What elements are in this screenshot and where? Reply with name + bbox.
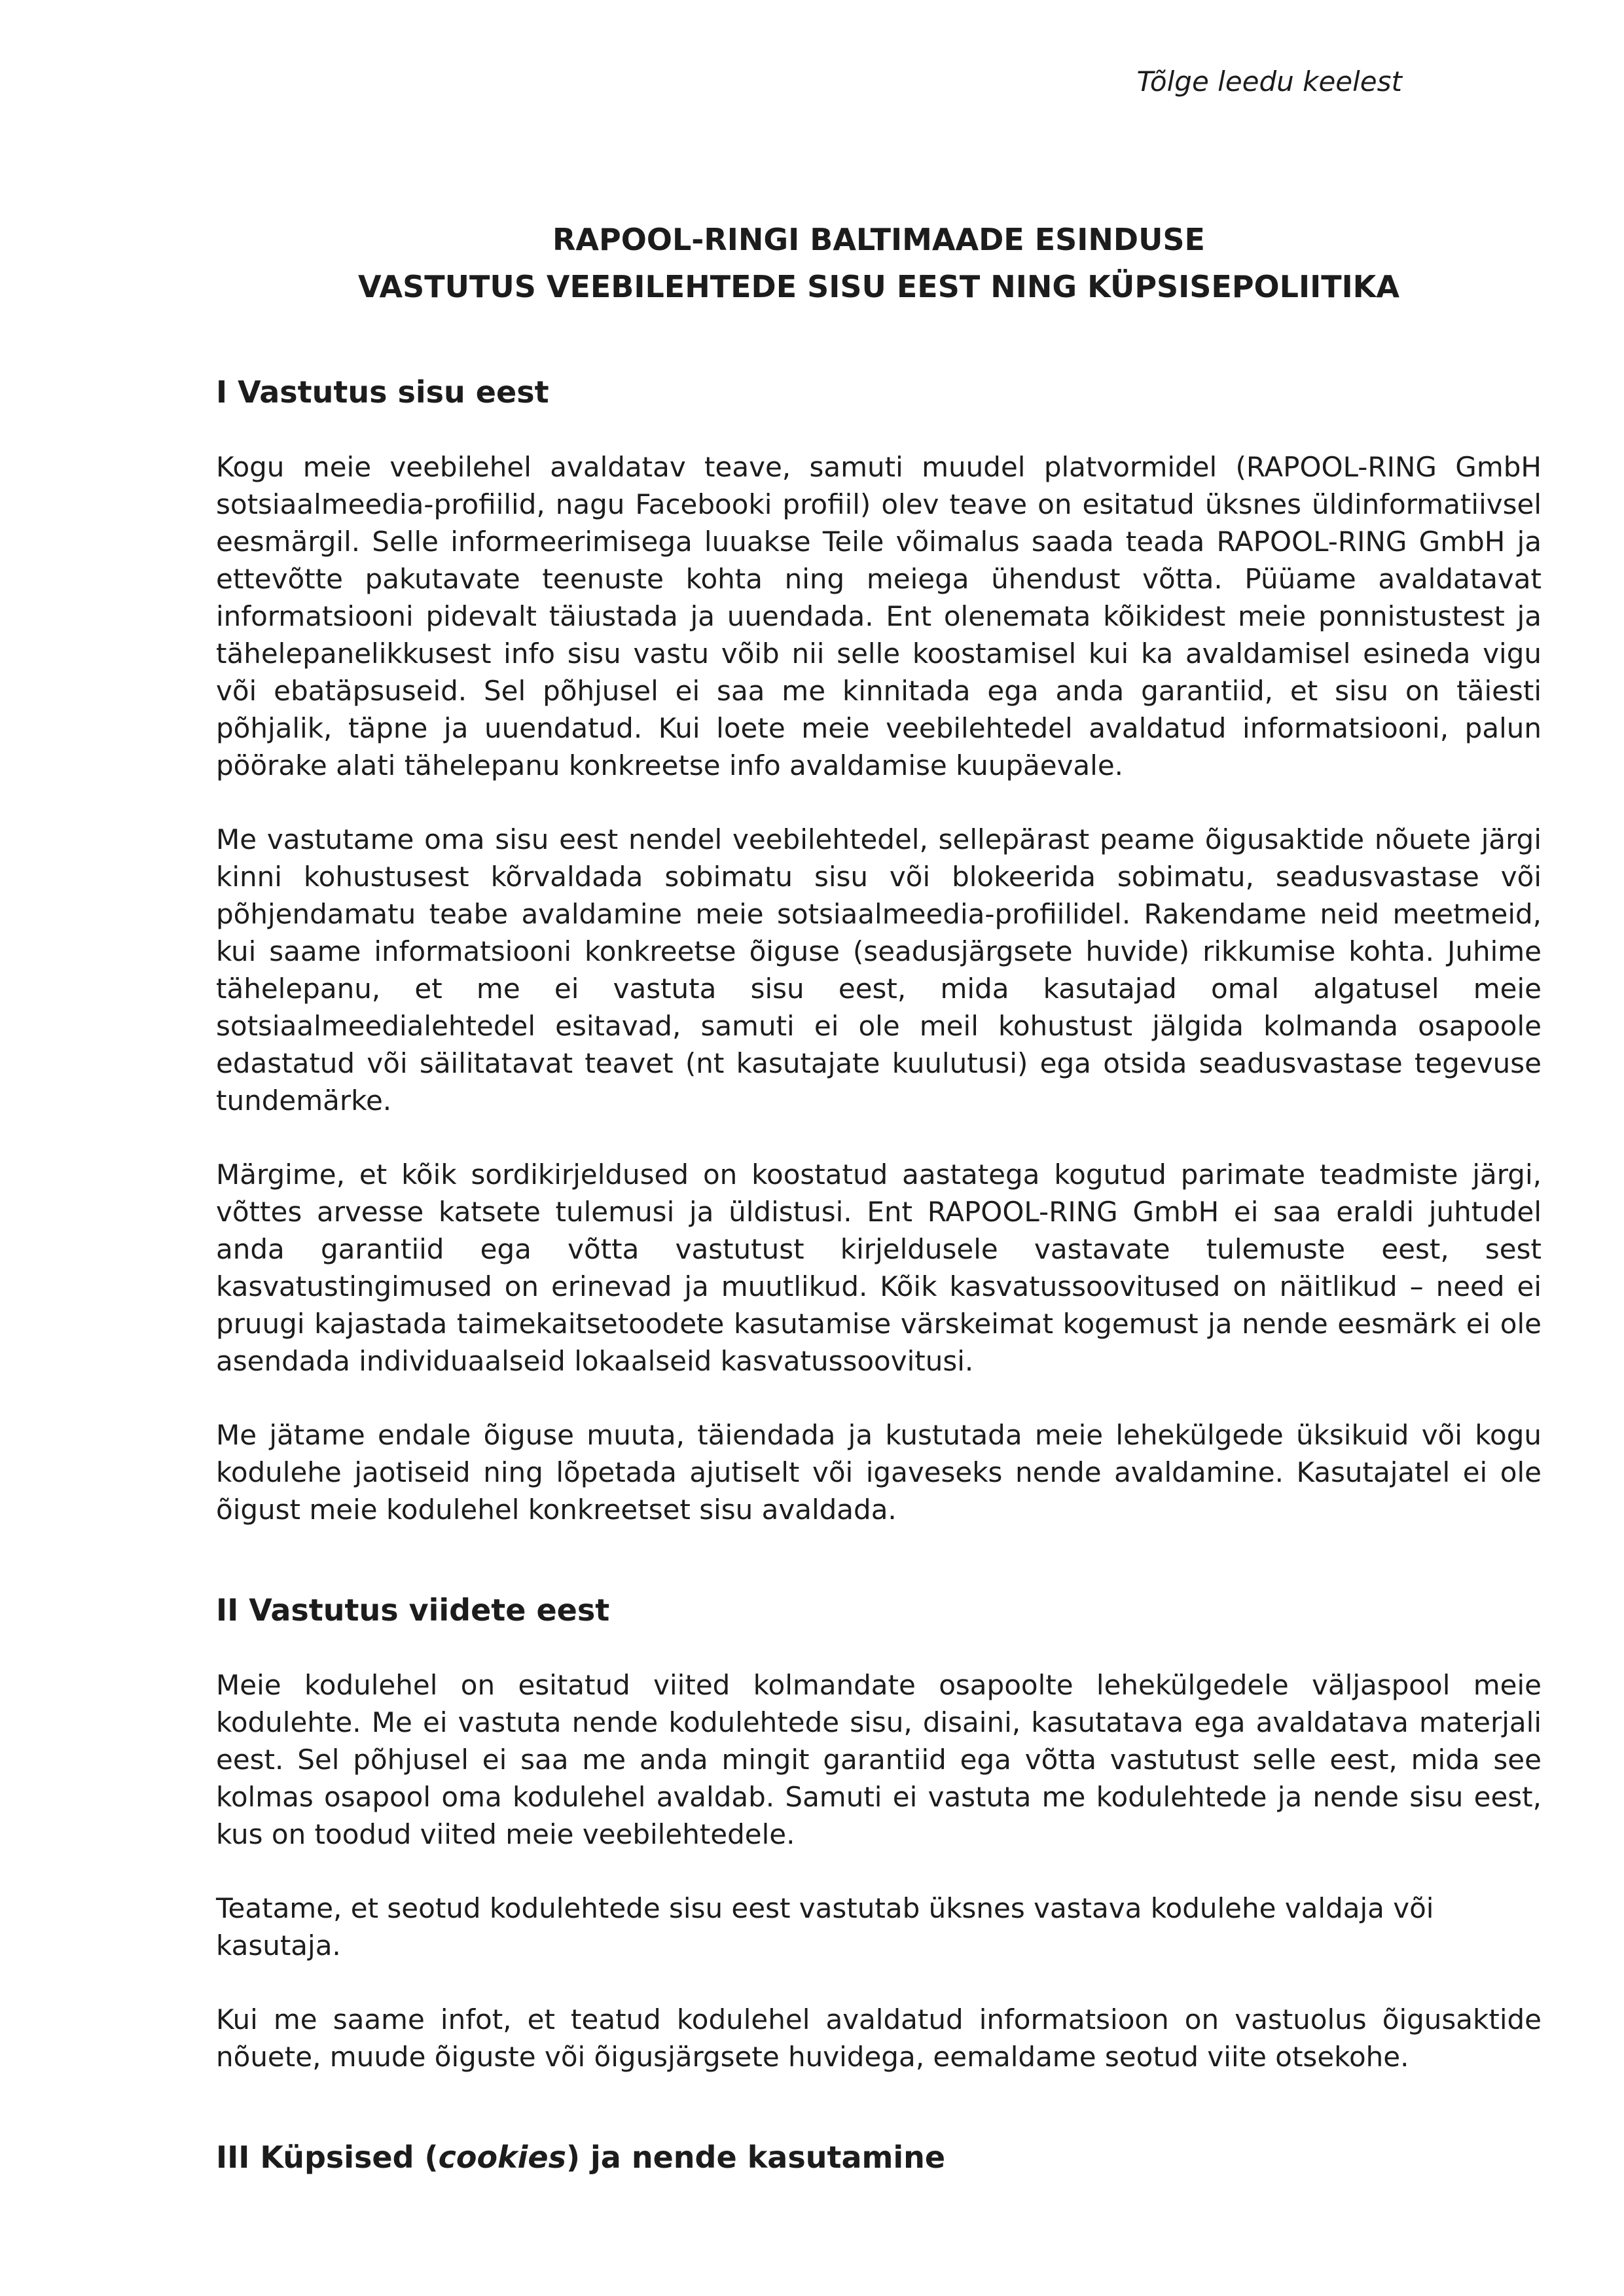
document-title xyxy=(216,216,1542,310)
section3-heading xyxy=(216,2138,1542,2177)
document-title-line1: RAPOOL-RINGI BALTIMAADE ESINDUSE xyxy=(552,222,1205,257)
section2-paragraph-1: Meie kodulehel on esitatud viited kolmandate osapoolte lehekülgedele väljaspool meie kodulehte. Me ei vastuta nende kodulehtede sisu, disaini, kasutatava ega avaldatava materjali eest. Sel põhjusel ei saa me anda mingit garantiid ega võtta vastutust selle eest, mida see kolmas osapool oma kodulehel avaldab. Samuti ei vastuta me kodulehtede ja nende sisu eest, kus on toodud viited meie veebilehtedele. xyxy=(216,1669,1542,1850)
section2-paragraph-2: Teatame, et seotud kodulehtede sisu eest vastutab üksnes vastava kodulehe valdaja või kasutaja. xyxy=(216,1892,1434,1962)
section3-heading-prefix: III Küpsised ( xyxy=(216,2140,439,2175)
section1-paragraph-2: Me vastutame oma sisu eest nendel veebilehtedel, sellepärast peame õigusaktide nõuete järgi kinni kohustusest kõrvaldada sobimatu sisu või blokeerida sobimatu, seadusvastase või põhjendamatu teabe avaldamine meie sotsiaalmeedia-profiilidel. Rakendame neid meetmeid, kui saame informatsiooni konkreetse õiguse (seadusjärgsete huvide) rikkumise kohta. Juhime tähelepanu, et me ei vastuta sisu eest, mida kasutajad omal algatusel meie sotsiaalmeedialehtedel esitavad, samuti ei ole meil kohustust jälgida kolmanda osapoole edastatud või säilitatavat teavet (nt kasutajate kuulutusi) ega otsida seadusvastase tegevuse tundemärke. xyxy=(216,823,1542,1117)
section3-heading-cookies-word: cookies xyxy=(438,2140,566,2175)
section1-paragraph-4: Me jätame endale õiguse muuta, täiendada ja kustutada meie lehekülgede üksikuid või kogu kodulehe jaotiseid ning lõpetada ajutiselt või igaveseks nende avaldamine. Kasutajatel ei ole õigust meie kodulehel konkreetset sisu avaldada. xyxy=(216,1419,1542,1526)
translation-note: Tõlge leedu keelest xyxy=(1136,65,1402,98)
section3-heading-suffix: ) ja nende kasutamine xyxy=(566,2140,946,2175)
section1-paragraph-1: Kogu meie veebilehel avaldatav teave, samuti muudel platvormidel (RAPOOL-RING GmbH sotsiaalmeedia-profiilid, nagu Facebooki profiil) olev teave on esitatud üksnes üldinformatiivsel eesmärgil. Selle informeerimisega luuakse Teile võimalus saada teada RAPOOL-RING GmbH ja ettevõtte pakutavate teenuste kohta ning meiega ühendust võtta. Püüame avaldatavat informatsiooni pidevalt täiustada ja uuendada. Ent olenemata kõikidest meie ponnistustest ja tähelepanelikkusest info sisu vastu võib nii selle koostamisel kui ka avaldamisel esineda vigu või ebatäpsuseid. Sel põhjusel ei saa me kinnitada ega anda garantiid, et sisu on täiesti põhjalik, täpne ja uuendatud. Kui loete meie veebilehtedel avaldatud informatsiooni, palun pöörake alati tähelepanu konkreetse info avaldamise kuupäevale. xyxy=(216,451,1542,781)
document-title-line2: VASTUTUS VEEBILEHTEDE SISU EEST NING KÜPSISEPOLIITIKA xyxy=(358,269,1399,304)
section2-paragraph-3: Kui me saame infot, et teatud kodulehel avaldatud informatsioon on vastuolus õigusaktide nõuete, muude õiguste või õigusjärgsete huvidega, eemaldame seotud viite otsekohe. xyxy=(216,2003,1542,2073)
section2-heading: II Vastutus viidete eest xyxy=(216,1592,610,1628)
section1-paragraph-3: Märgime, et kõik sordikirjeldused on koostatud aastatega kogutud parimate teadmiste järgi, võttes arvesse katsete tulemusi ja üldistusi. Ent RAPOOL-RING GmbH ei saa eraldi juhtudel anda garantiid ega võtta vastutust kirjeldusele vastavate tulemuste eest, sest kasvatustingimused on erinevad ja muutlikud. Kõik kasvatussoovitused on näitlikud – need ei pruugi kajastada taimekaitsetoodete kasutamise värskeimat kogemust ja nende eesmärk ei ole asendada individuaalseid lokaalseid kasvatussoovitusi. xyxy=(216,1158,1542,1377)
section1-heading: I Vastutus sisu eest xyxy=(216,374,549,410)
